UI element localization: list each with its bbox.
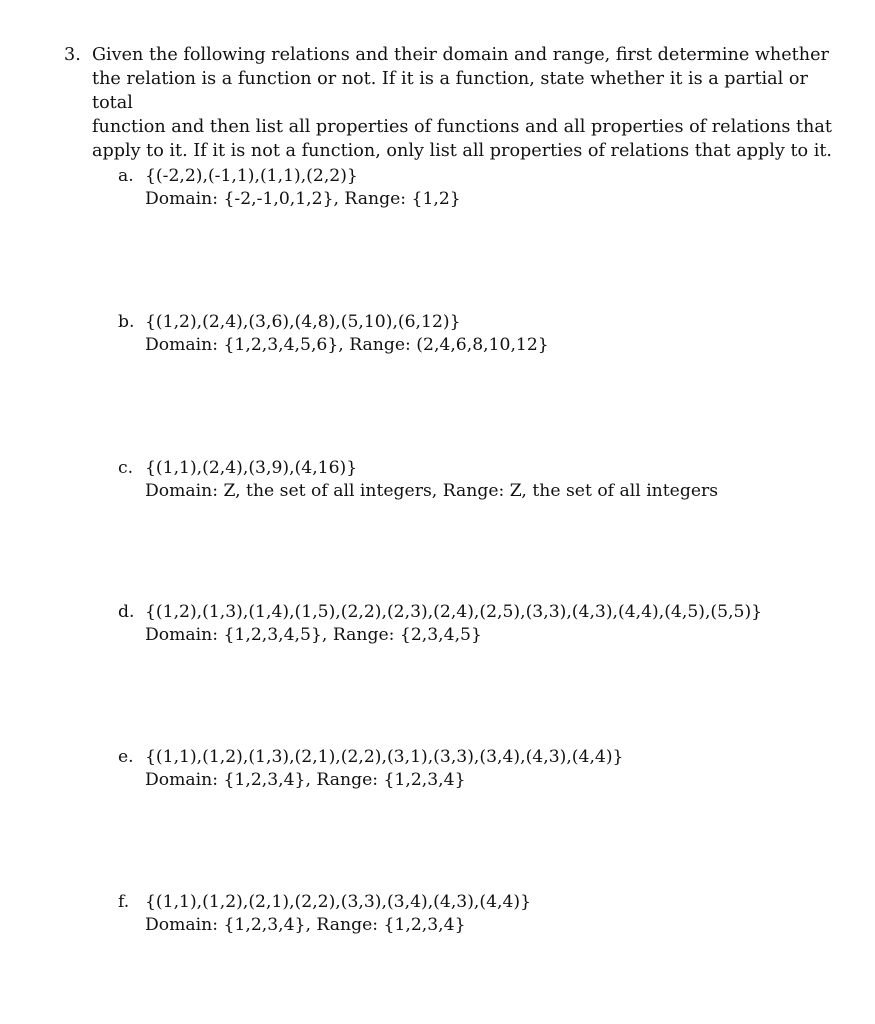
domain-range: Domain: {1,2,3,4}, Range: {1,2,3,4} (145, 770, 466, 790)
item-letter: a. (118, 166, 134, 186)
item-c (118, 457, 848, 503)
domain-range: Domain: {1,2,3,4,5}, Range: {2,3,4,5} (145, 625, 482, 645)
item-body (145, 746, 848, 792)
relation-set: {(1,1),(2,4),(3,9),(4,16)} (145, 458, 358, 478)
item-letter: f. (118, 892, 130, 912)
item-letter: b. (118, 312, 135, 332)
question-number: 3. (64, 45, 81, 65)
domain-range: Domain: Z, the set of all integers, Range: Z, the set of all integers (145, 481, 719, 501)
relation-set: {(1,1),(1,2),(2,1),(2,2),(3,3),(3,4),(4,3),(4,4)} (145, 892, 532, 912)
domain-range: Domain: {1,2,3,4,5,6}, Range: (2,4,6,8,10,12} (145, 335, 549, 355)
item-body (145, 891, 848, 937)
item-a (118, 165, 848, 211)
relation-set: {(1,2),(2,4),(3,6),(4,8),(5,10),(6,12)} (145, 312, 461, 332)
question-text: Given the following relations and their domain and range, first determine whether the relation is a function or not. If it is a function, state whether it is a partial or total function and then list all properties of functions and all properties of relations that apply to it. If it is not a function, only list all properties of relations that apply to it. (92, 45, 832, 161)
item-body (145, 311, 848, 357)
item-f (118, 891, 848, 937)
item-letter: e. (118, 747, 134, 767)
question-3 (64, 43, 844, 163)
domain-range: Domain: {-2,-1,0,1,2}, Range: {1,2} (145, 189, 461, 209)
relation-set: {(1,1),(1,2),(1,3),(2,1),(2,2),(3,1),(3,3),(3,4),(4,3),(4,4)} (145, 747, 624, 767)
item-body (145, 601, 848, 647)
item-letter: c. (118, 458, 134, 478)
item-letter: d. (118, 602, 135, 622)
relation-set: {(-2,2),(-1,1),(1,1),(2,2)} (145, 166, 358, 186)
relation-set: {(1,2),(1,3),(1,4),(1,5),(2,2),(2,3),(2,4),(2,5),(3,3),(4,3),(4,4),(4,5),(5,5)} (145, 602, 763, 622)
item-b (118, 311, 848, 357)
item-d (118, 601, 848, 647)
item-body (145, 457, 848, 503)
item-e (118, 746, 848, 792)
item-body (145, 165, 848, 211)
domain-range: Domain: {1,2,3,4}, Range: {1,2,3,4} (145, 915, 466, 935)
